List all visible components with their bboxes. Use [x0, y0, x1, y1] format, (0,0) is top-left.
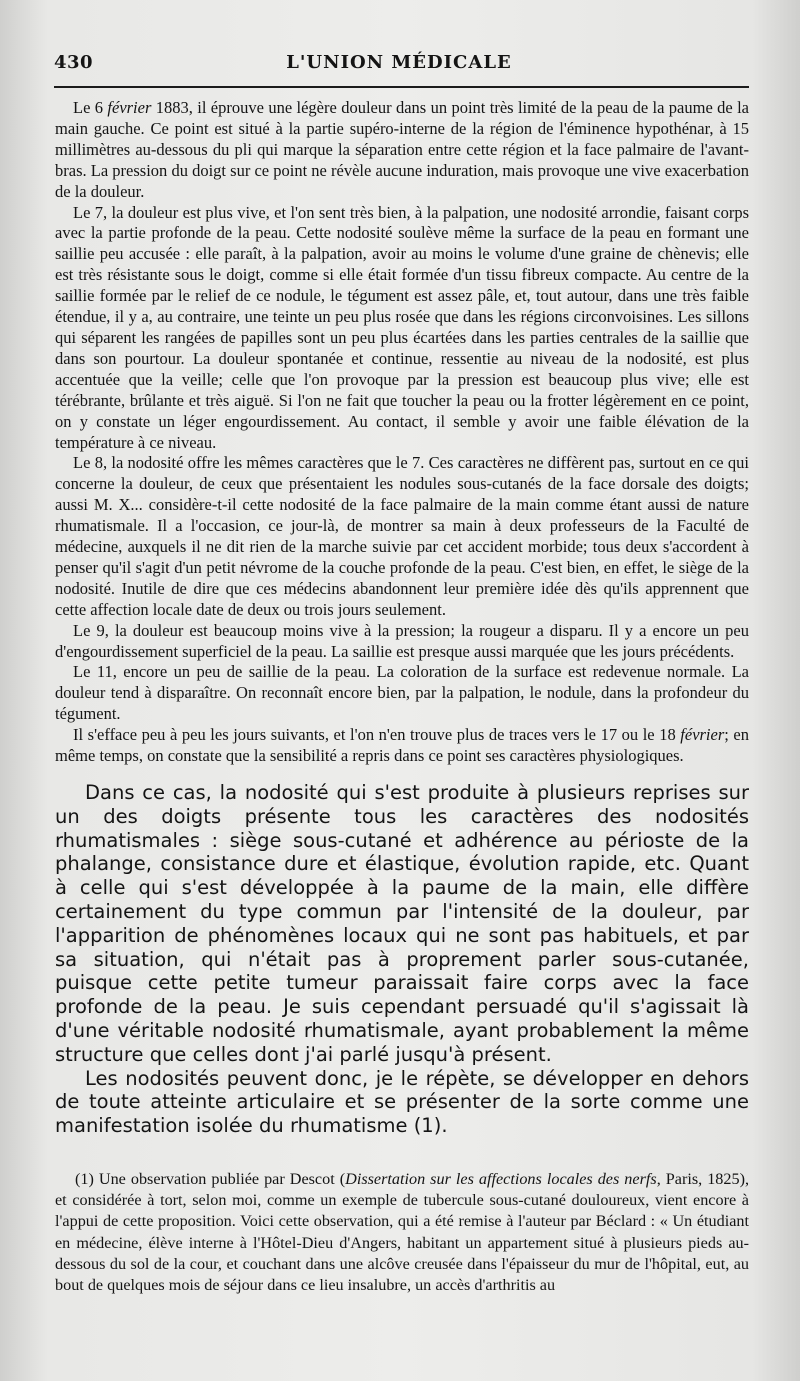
paragraph-feb-7 [55, 203, 749, 454]
paragraph-feb-17-18 [55, 725, 749, 767]
paragraph-feb-8 [55, 453, 749, 620]
conclusion-paragraph [55, 1067, 749, 1138]
paragraph-feb-17-18-rest: ; en même temps, on constate que la sensibilité a repris dans ce point ses caractères physiologiques. [55, 725, 749, 766]
running-head-title: L'UNION MÉDICALE [286, 52, 512, 73]
footnote [55, 1169, 749, 1296]
paragraph-feb-6-rest: 1883, il éprouve une légère douleur dans un point très limité de la peau de la paume de la main gauche. Ce point est situé à la partie supéro-interne de la région de l'éminence hypothénar, à 15 millimètres au-dessous du pli qui marque la séparation entre cette région et la face palmaire de l'avant-bras. La pression du doigt sur ce point ne révèle aucune induration, mais provoque une vive exacerbation de la douleur. [55, 98, 750, 201]
paragraph-feb-17-18-month: février [680, 725, 725, 745]
paragraph-feb-9 [55, 621, 749, 663]
footnote-text-rest: , Paris, 1825), et considérée à tort, selon moi, comme un exemple de tubercule sous-cutané douloureux, vient encore à l'appui de cette proposition. Voici cette observation, qui a été remise à l'auteur par Béclard : « Un étudiant en médecine, élève interne à l'Hôtel-Dieu d'Angers, habitant un appartement situé à plusieurs pieds au-dessous du sol de la cour, et couchant dans une alcôve creusée dans l'épaisseur du mur de l'hôpital, eut, au bout de quelques mois de séjour dans ce lieu insalubre, un accès d'arthritis au [55, 1169, 749, 1294]
article-body [55, 98, 749, 1296]
footnote-title: Dissertation sur les affections locales des nerfs [345, 1169, 657, 1188]
page-number: 430 [54, 52, 94, 73]
header-divider [54, 86, 749, 88]
paragraph-feb-6-month: février [107, 98, 152, 117]
footnote-text-start: (1) Une observation publiée par Descot ( [75, 1169, 346, 1188]
paragraph-feb-6-text: Le 6 [73, 98, 108, 117]
paragraph-feb-17-18-text: Il s'efface peu à peu les jours suivants, et l'on n'en trouve plus de traces vers le 17 ou le 18 [73, 725, 681, 745]
footnote-gap [55, 1138, 749, 1169]
paragraph-feb-11 [55, 662, 749, 725]
discussion-paragraph [55, 781, 749, 1067]
discussion-paragraph-text: Dans ce cas, la nodosité qui s'est produite à plusieurs reprises sur un des doigts présente tous les caractères des nodosités rhumatismales : siège sous-cutané et adhérence au périoste de la phalange, consistance dure et élastique, évolution rapide, etc. Quant à celle qui s'est développée à la paume de la main, elle diffère certainement du type commun par l'intensité de la douleur, par l'apparition de phénomènes locaux qui ne sont pas habituels, et par sa situation, qui n'était pas à proprement parler sous-cutanée, puisque cette petite tumeur paraissait faire corps avec la face profonde de la peau. Je suis cependant persuadé qu'il s'agissait là d'une véritable nodosité rhumatismale, ayant probablement la même structure que celles dont j'ai parlé jusqu'à présent. [55, 781, 749, 1066]
paragraph-feb-7-text: Le 7, la douleur est plus vive, et l'on sent très bien, à la palpation, une nodosité arrondie, faisant corps avec la partie profonde de la peau. Cette nodosité soulève même la surface de la peau en formant une saillie peu accusée : elle paraît, à la palpation, avoir au moins le volume d'une graine de chènevis; elle est très résistante sous le doigt, comme si elle était formée d'un tissu fibreux compacte. Au centre de la saillie formée par le relief de ce nodule, le tégument est assez pâle, et, tout autour, dans une très faible étendue, il y a, au contraire, une teinte un peu plus rosée que dans les régions circonvoisines. Les sillons qui séparent les rangées de papilles sont un peu plus écartées dans les parties centrales de la saillie que dans son pourtour. La douleur spontanée et continue, ressentie au niveau de la nodosité, est plus accentuée que la veille; celle que l'on provoque par la pression est beaucoup plus vive; elle est térébrante, brûlante et très aiguë. Si l'on ne fait que toucher la peau ou la frotter légèrement en ce point, on y constate un léger engourdissement. Au contact, il semble y avoir une faible élévation de la température à ce niveau. [55, 202, 749, 452]
paragraph-feb-11-text: Le 11, encore un peu de saillie de la peau. La coloration de la surface est redevenue normale. La douleur tend à disparaître. On reconnaît encore bien, par la palpation, le nodule, dans la profondeur du tégument. [55, 662, 749, 724]
page-header [54, 46, 744, 80]
section-gap [55, 767, 749, 781]
conclusion-paragraph-text: Les nodosités peuvent donc, je le répète, se développer en dehors de toute atteinte articulaire et se présenter de la sorte comme une manifestation isolée du rhumatisme (1). [55, 1066, 749, 1138]
paragraph-feb-6 [55, 98, 749, 203]
paragraph-feb-9-text: Le 9, la douleur est beaucoup moins vive à la pression; la rougeur a disparu. Il y a encore un peu d'engourdissement superficiel de la peau. La saillie est presque aussi marquée que les jours précédents. [55, 620, 749, 661]
paragraph-feb-8-text: Le 8, la nodosité offre les mêmes caractères que le 7. Ces caractères ne diffèrent pas, surtout en ce qui concerne la douleur, de ceux que présentaient les nodules sous-cutanés de la face dorsale des doigts; aussi M. X... considère-t-il cette nodosité de la face palmaire de la main comme étant aussi de nature rhumatismale. Il a l'occasion, ce jour-là, de montrer sa main à deux professeurs de la Faculté de médecine, auxquels il ne dit rien de la marche suivie par cet accident morbide; tous deux s'accordent à penser qu'il s'agit d'un petit névrome de la couche profonde de la peau. C'est bien, en effet, le siège de la nodosité. Inutile de dire que ces médecins abandonnent leur première idée dès qu'ils apprennent que cette affection locale date de deux ou trois jours seulement. [55, 453, 749, 619]
